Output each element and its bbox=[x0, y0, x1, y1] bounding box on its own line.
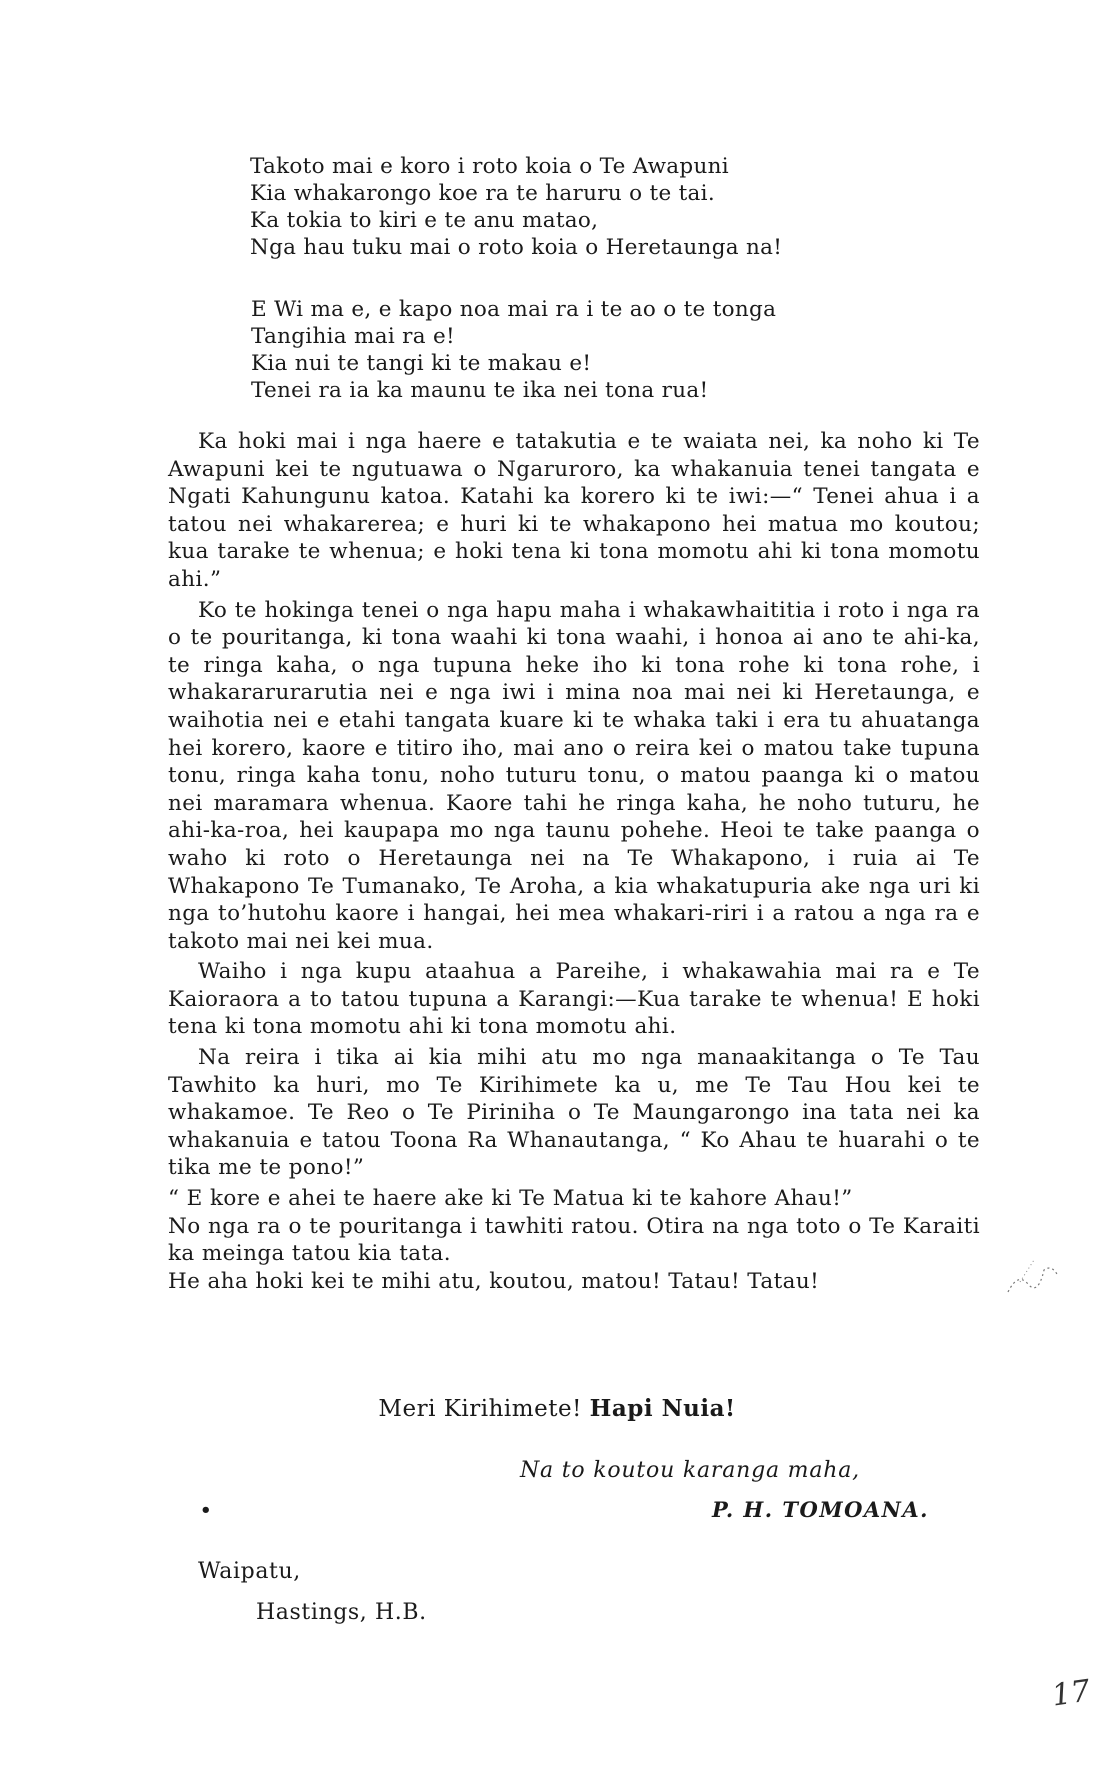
greeting-happy-new-year: Hapi Nuia! bbox=[589, 1395, 736, 1422]
margin-dot-mark: • bbox=[200, 1500, 212, 1521]
paragraph-scripture-quote: “ E kore e ahei te haere ake ki Te Matua ki te kahore Ahau!” bbox=[168, 1186, 853, 1212]
paragraph-return-of-hapu: Ko te hokinga tenei o nga hapu maha i whakawhaititia i roto i nga ra o te pouritanga, ki tona waahi ki tona waahi, i honoa ai ano te ahi-ka, te ringa kaha, o nga tupuna heke iho ki tona rohe ki tona rohe, i whakararurarutia nei e nga iwi i mina noa mai nei ki Heretaunga, e waihotia nei e etahi tangata kuare ki te whaka taki i era tu ahuatanga hei korero, kaore e titiro iho, mai ano o reira kei o matou take tupuna tonu, ringa kaha tonu, noho tuturu tonu, o matou paanga ki o matou nei maramara whenua. Kaore tahi he ringa kaha, he noho tuturu, he ahi-ka-roa, hei kaupapa mo nga taunu pohehe. Heoi te take paanga o waho ki roto o Heretaunga nei na Te Whakapono, i ruia ai Te Whakapono Te Tumanako, Te Aroha, a kia whakatupuria ake nga uri ki nga to’hutohu kaore i hangai, hei mea whakari-riri i a ratou a nga ra e takoto mai nei kei mua. bbox=[168, 597, 980, 954]
verse-line: E Wi ma e, e kapo noa mai ra i te ao o te tonga bbox=[251, 297, 777, 322]
greeting-merry-christmas: Meri Kirihimete! bbox=[378, 1396, 582, 1422]
author-signature: P. H. TOMOANA. bbox=[712, 1497, 929, 1522]
paragraph-pareihe-words: Waiho i nga kupu ataahua a Pareihe, i whakawahia mai ra e Te Kaioraora a to tatou tupuna a Karangi:—Kua tarake te whenua! E hoki tena ki tona momotu ahi ki tona momotu ahi. bbox=[168, 959, 980, 1040]
verse-line: Kia nui te tangi ki te makau e! bbox=[251, 351, 592, 376]
paragraph-days-of-darkness: No nga ra o te pouritanga i tawhiti ratou. Otira na nga toto o Te Karaiti ka meinga tatou kia tata. bbox=[168, 1213, 980, 1267]
verse-stanza-2 bbox=[250, 296, 776, 404]
signoff-line: Na to koutou karanga maha, bbox=[520, 1458, 860, 1483]
address-line-2: Hastings, H.B. bbox=[256, 1600, 427, 1625]
paragraph-christmas-greeting: Na reira i tika ai kia mihi atu mo nga manaakitanga o Te Tau Tawhito ka huri, mo Te Kirihimete ka u, me Te Tau Hou kei te whakamoe. Te Reo o Te Piriniha o Te Maungarongo ina tata nei ka whakanuia e tatou Toona Ra Whanautanga, “ Ko Ahau te huarahi o te tika me te pono!” bbox=[168, 1045, 980, 1181]
address-line-1: Waipatu, bbox=[198, 1559, 301, 1584]
verse-line: Takoto mai e koro i roto koia o Te Awapuni bbox=[250, 154, 729, 179]
verse-line: Kia whakarongo koe ra te haruru o te tai. bbox=[250, 181, 715, 206]
verse-line: Ka tokia to kiri e te anu matao, bbox=[250, 208, 599, 233]
paragraph-final-greeting: He aha hoki kei te mihi atu, koutou, matou! Tatau! Tatau! bbox=[168, 1268, 820, 1294]
verse-line: Nga hau tuku mai o roto koia o Heretaunga na! bbox=[250, 235, 783, 260]
page-number: 17 bbox=[1049, 1673, 1093, 1714]
prose-body bbox=[168, 428, 980, 1295]
verse-stanza-1 bbox=[250, 153, 782, 261]
verse-line: Tenei ra ia ka maunu te ika nei tona rua! bbox=[251, 378, 709, 403]
pencil-annotation-icon bbox=[1000, 1242, 1070, 1312]
paragraph-return-to-awapuni: Ka hoki mai i nga haere e tatakutia e te waiata nei, ka noho ki Te Awapuni kei te ngutuawa o Ngaruroro, ka whakanuia tenei tangata e Ngati Kahungunu katoa. Katahi ka korero ki te iwi:—“ Tenei ahua i a tatou nei whakarerea; e huri ki te whakapono hei matua mo koutou; kua tarake te whenua; e hoki tena ki tona momotu ahi ki tona momotu ahi.” bbox=[168, 429, 980, 592]
christmas-greeting bbox=[0, 1395, 1114, 1422]
verse-line: Tangihia mai ra e! bbox=[251, 324, 455, 349]
